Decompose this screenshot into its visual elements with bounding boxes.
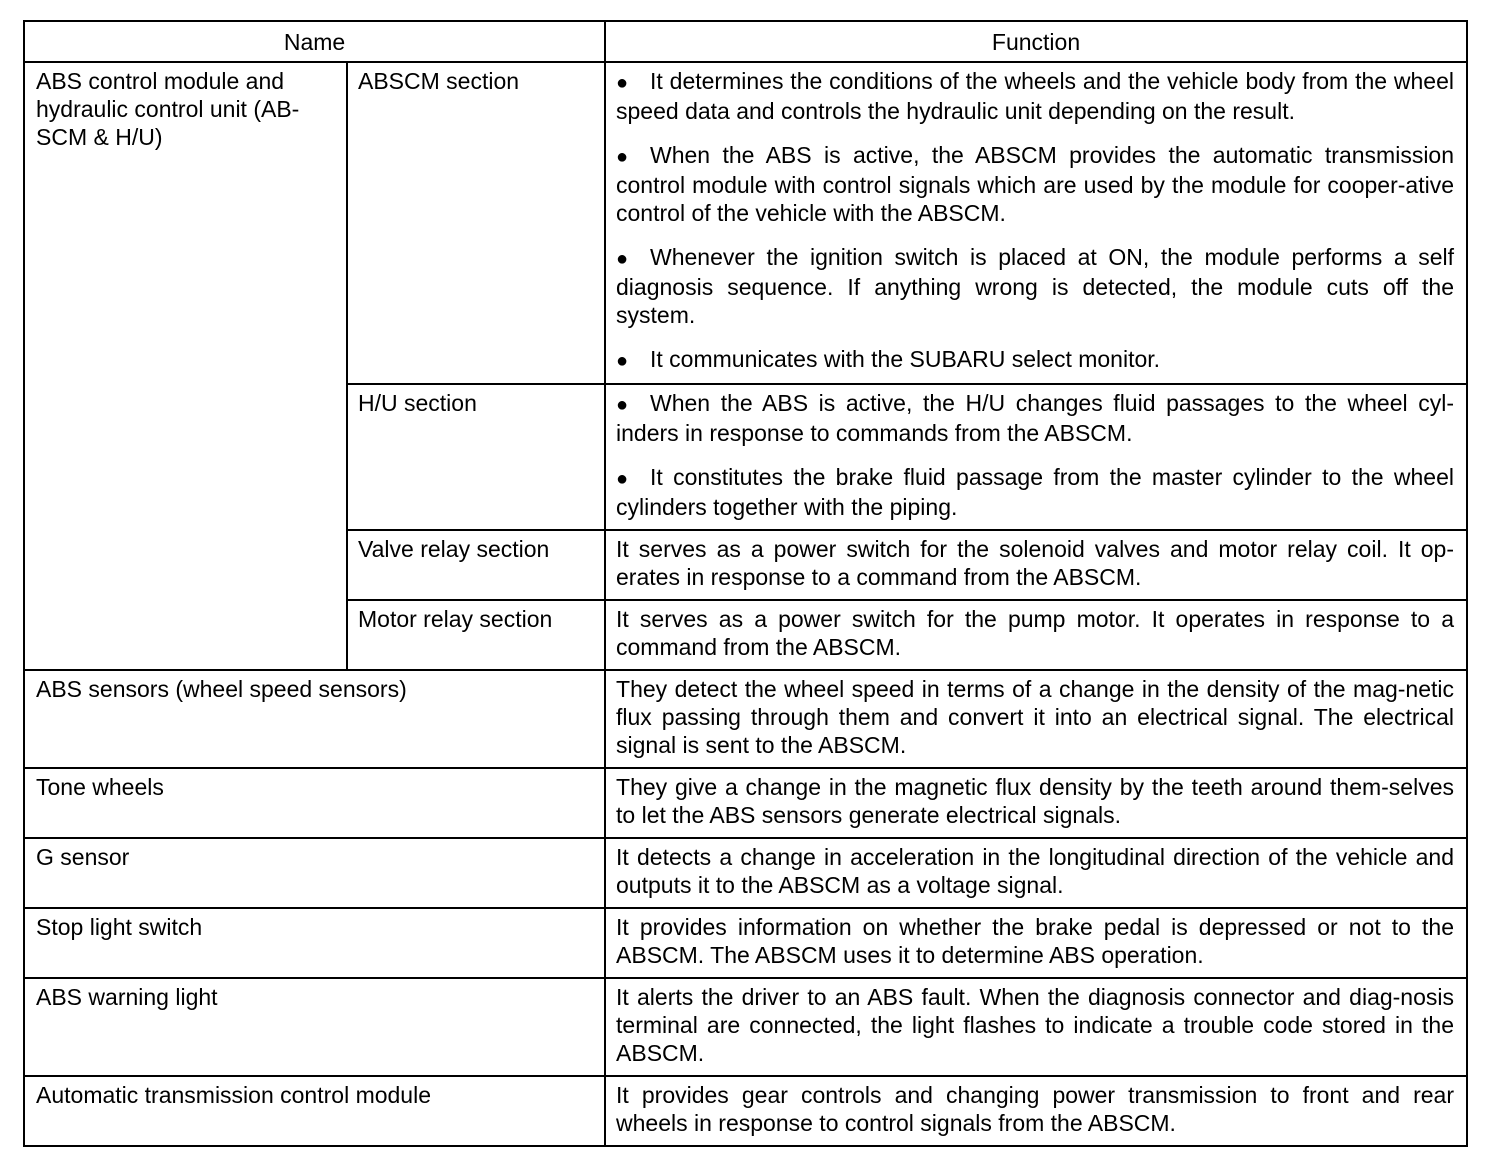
function-abs-sensors: They detect the wheel speed in terms of a change in the density of the mag-netic flux passing through them and convert it into an electrical signal. The electrical signal is sent to the ABSCM. [605,670,1467,768]
table-row [24,670,1467,768]
section-name-valve-relay: Valve relay section [347,530,605,600]
component-name-abs-sensors: ABS sensors (wheel speed sensors) [24,670,605,768]
bullet-item: ● Whenever the ignition switch is placed at ON, the module performs a self diagnosis sequence. If anything wrong is detected, the module cuts off the system. [616,244,1455,328]
header-function: Function [605,21,1467,62]
function-tone-wheels: They give a change in the magnetic flux density by the teeth around them-selves to let the ABS sensors generate electrical signals. [605,768,1467,838]
section-name-abscm: ABSCM section [347,62,605,384]
table-row [24,978,1467,1076]
component-name-g-sensor: G sensor [24,838,605,908]
function-hu-section [605,384,1467,530]
function-g-sensor: It detects a change in acceleration in the longitudinal direction of the vehicle and outputs it to the ABSCM as a voltage signal. [605,838,1467,908]
header-name: Name [24,21,605,62]
bullet-item: ● It communicates with the SUBARU select monitor. [616,345,1454,375]
table-row [24,768,1467,838]
bullet-icon: ● [616,350,629,372]
component-function-table [23,20,1468,1147]
bullet-icon: ● [616,248,629,270]
component-name-abscm-hu: ABS control module and hydraulic control unit (AB-SCM & H/U) [24,62,347,670]
table-row [24,62,1467,384]
component-name-abs-warning-light: ABS warning light [24,978,605,1076]
function-valve-relay: It serves as a power switch for the solenoid valves and motor relay coil. It op-erates in response to a command from the ABSCM. [605,530,1467,600]
function-atcm: It provides gear controls and changing power transmission to front and rear wheels in response to control signals from the ABSCM. [605,1076,1467,1146]
table-header-row [24,21,1467,62]
bullet-item: ● When the ABS is active, the ABSCM provides the automatic transmission control module with control signals which are used by the module for cooper-ative control of the vehicle with the ABSCM. [616,142,1455,226]
component-name-stop-light-switch: Stop light switch [24,908,605,978]
table-row [24,1076,1467,1146]
function-stop-light-switch: It provides information on whether the brake pedal is depressed or not to the ABSCM. The ABSCM uses it to determine ABS operation. [605,908,1467,978]
function-motor-relay: It serves as a power switch for the pump motor. It operates in response to a command from the ABSCM. [605,600,1467,670]
bullet-icon: ● [616,394,629,416]
bullet-item: ● It constitutes the brake fluid passage from the master cylinder to the wheel cylinders together with the piping. [616,464,1455,520]
bullet-icon: ● [616,468,629,490]
bullet-icon: ● [616,72,629,94]
component-name-tone-wheels: Tone wheels [24,768,605,838]
section-name-motor-relay: Motor relay section [347,600,605,670]
bullet-item: ● It determines the conditions of the wheels and the vehicle body from the wheel speed data and controls the hydraulic unit depending on the result. [616,68,1455,124]
table-row [24,908,1467,978]
table-row [24,838,1467,908]
bullet-item: ● When the ABS is active, the H/U changes fluid passages to the wheel cyl-inders in response to commands from the ABSCM. [616,390,1455,446]
section-name-hu: H/U section [347,384,605,530]
function-abs-warning-light: It alerts the driver to an ABS fault. When the diagnosis connector and diag-nosis terminal are connected, the light flashes to indicate a trouble code stored in the ABSCM. [605,978,1467,1076]
component-name-atcm: Automatic transmission control module [24,1076,605,1146]
function-abscm-section [605,62,1467,384]
bullet-icon: ● [616,146,629,168]
